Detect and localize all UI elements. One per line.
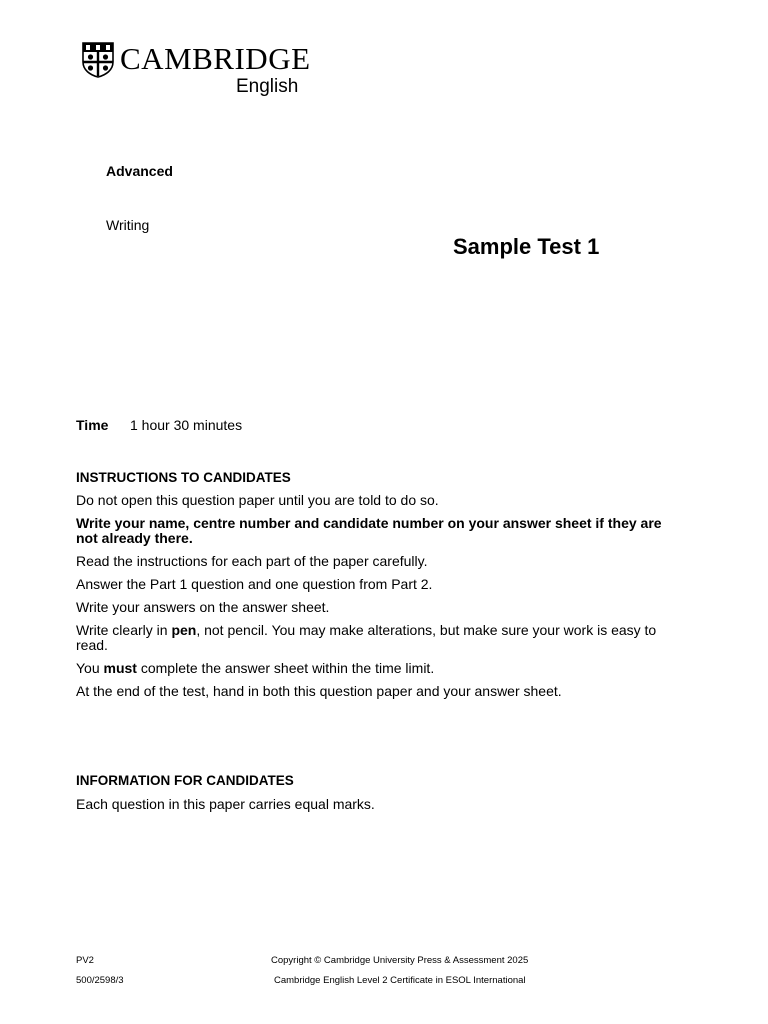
instruction-text: Write your answers on the answer sheet. xyxy=(76,599,330,615)
logo-sub-text: English xyxy=(236,76,299,97)
instruction-item xyxy=(76,554,686,569)
instruction-item xyxy=(76,577,686,592)
instruction-text: Do not open this question paper until you are told to do so. xyxy=(76,492,439,508)
instruction-text: Answer the Part 1 question and one question from Part 2. xyxy=(76,576,433,592)
cambridge-english-logo xyxy=(82,40,312,100)
information-heading: INFORMATION FOR CANDIDATES xyxy=(76,773,294,788)
instruction-text: Write your name, centre number and candidate number on your answer sheet if they are not already there. xyxy=(76,515,662,546)
instruction-item xyxy=(76,516,686,546)
instruction-item xyxy=(76,684,686,699)
footer-certificate: Cambridge English Level 2 Certificate in ESOL International xyxy=(274,975,526,986)
test-title: Sample Test 1 xyxy=(453,234,600,259)
instruction-item xyxy=(76,493,686,508)
instruction-text: Read the instructions for each part of the paper carefully. xyxy=(76,553,428,569)
instruction-text: You xyxy=(76,660,104,676)
instruction-text: complete the answer sheet within the time limit. xyxy=(136,660,435,676)
instruction-emphasis: must xyxy=(103,660,137,676)
time-label: Time xyxy=(76,417,109,433)
footer-code-1: PV2 xyxy=(76,955,94,966)
footer-copyright: Copyright © Cambridge University Press & Assessment 2025 xyxy=(271,955,529,966)
instruction-emphasis: pen xyxy=(171,622,197,638)
logo-brand-text: CAMBRIDGE xyxy=(120,41,311,76)
instruction-text: , not pencil. You may make alterations, but make sure your work is easy to read. xyxy=(76,622,657,653)
instructions-heading: INSTRUCTIONS TO CANDIDATES xyxy=(76,470,291,485)
time-value: 1 hour 30 minutes xyxy=(130,417,243,433)
instruction-item xyxy=(76,623,686,653)
instruction-text: At the end of the test, hand in both this question paper and your answer sheet. xyxy=(76,683,562,699)
instructions-list xyxy=(76,493,686,707)
information-text: Each question in this paper carries equal marks. xyxy=(76,796,375,812)
footer-code-2: 500/2598/3 xyxy=(76,975,124,986)
exam-level: Advanced xyxy=(106,163,173,179)
cambridge-shield-icon xyxy=(82,42,114,78)
instruction-item xyxy=(76,600,686,615)
instruction-item xyxy=(76,661,686,676)
instruction-text: Write clearly in xyxy=(76,622,172,638)
exam-paper: Writing xyxy=(106,217,150,233)
